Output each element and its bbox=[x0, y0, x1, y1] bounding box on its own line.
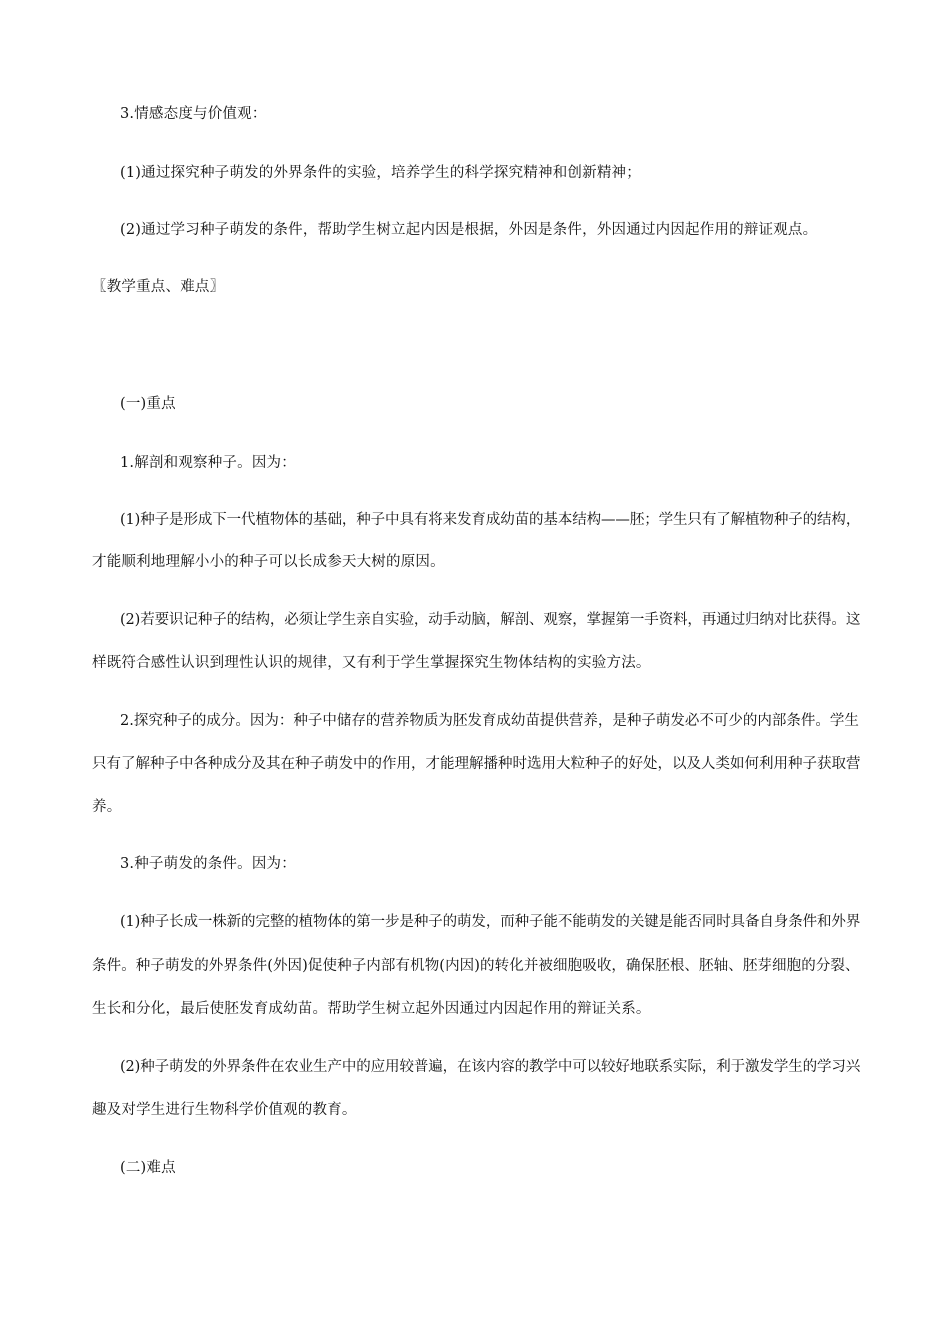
section-title-key-points: 〖教学重点、难点〗 bbox=[92, 279, 225, 295]
paragraph-line: (2)若要识记种子的结构，必须让学生亲自实验，动手动脑，解剖、观察，掌握第一手资料，再通过归纳对比获得。这 bbox=[120, 612, 861, 628]
paragraph-line: 1.解剖和观察种子。因为： bbox=[120, 455, 296, 471]
paragraph-line: 趣及对学生进行生物科学价值观的教育。 bbox=[92, 1102, 357, 1118]
paragraph-line: 只有了解种子中各种成分及其在种子萌发中的作用，才能理解播种时选用大粒种子的好处，以及人类如何利用种子获取营 bbox=[92, 756, 861, 772]
paragraph-line: 条件。种子萌发的外界条件(外因)促使种子内部有机物(内因)的转化并被细胞吸收，确保胚根、胚轴、胚芽细胞的分裂、 bbox=[92, 958, 860, 974]
subsection-heading-key-points: (一)重点 bbox=[120, 396, 176, 412]
paragraph-line: 2.探究种子的成分。因为：种子中储存的营养物质为胚发育成幼苗提供营养，是种子萌发必不可少的内部条件。学生 bbox=[120, 713, 859, 729]
subsection-heading-difficult-points: (二)难点 bbox=[120, 1160, 176, 1176]
section-heading-attitudes: 3.情感态度与价值观： bbox=[120, 106, 267, 122]
paragraph-line: 样既符合感性认识到理性认识的规律，又有利于学生掌握探究生物体结构的实验方法。 bbox=[92, 655, 651, 671]
paragraph-line: (1)种子长成一株新的完整的植物体的第一步是种子的萌发，而种子能不能萌发的关键是能否同时具备自身条件和外界 bbox=[120, 914, 861, 930]
paragraph-line: (1)种子是形成下一代植物体的基础，种子中具有将来发育成幼苗的基本结构——胚；学生只有了解植物种子的结构， bbox=[120, 512, 861, 528]
paragraph-line: 3.种子萌发的条件。因为： bbox=[120, 856, 296, 872]
paragraph-line: (2)种子萌发的外界条件在农业生产中的应用较普遍，在该内容的教学中可以较好地联系实际，利于激发学生的学习兴 bbox=[120, 1059, 861, 1075]
paragraph-line: (2)通过学习种子萌发的条件，帮助学生树立起内因是根据，外因是条件，外因通过内因起作用的辩证观点。 bbox=[120, 222, 818, 238]
paragraph-line: 生长和分化，最后使胚发育成幼苗。帮助学生树立起外因通过内因起作用的辩证关系。 bbox=[92, 1001, 651, 1017]
paragraph-line: 养。 bbox=[92, 799, 122, 815]
paragraph-line: 才能顺利地理解小小的种子可以长成参天大树的原因。 bbox=[92, 554, 445, 570]
paragraph-line: (1)通过探究种子萌发的外界条件的实验，培养学生的科学探究精神和创新精神； bbox=[120, 165, 641, 181]
